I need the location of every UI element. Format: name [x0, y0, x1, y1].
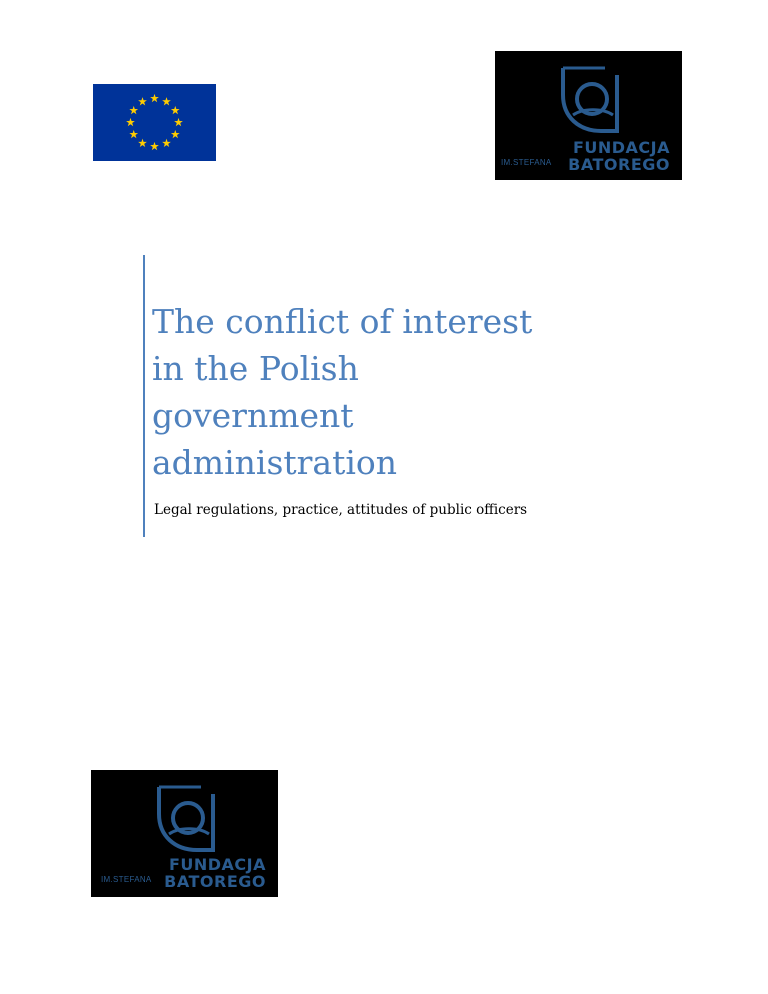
logo-name-line1: FUNDACJA — [168, 855, 266, 874]
title-line: The conflict of interest — [152, 302, 533, 341]
title-line: administration — [152, 443, 398, 482]
eu-star-icon — [174, 118, 183, 126]
fundacja-batorego-logo-bottom — [91, 770, 278, 897]
eu-star-icon — [138, 139, 147, 147]
eu-star-icon — [171, 130, 180, 138]
foundation-emblem-icon — [153, 784, 219, 854]
title-line: government — [152, 396, 354, 435]
title-accent-rule — [143, 255, 145, 537]
eu-star-icon — [129, 106, 138, 114]
document-subtitle: Legal regulations, practice, attitudes of public officers — [154, 502, 528, 518]
logo-name-line2: BATOREGO — [568, 155, 670, 174]
fundacja-batorego-logo-top — [495, 51, 682, 180]
eu-star-icon — [126, 118, 135, 126]
eu-stars-icon — [93, 84, 216, 161]
logo-name-text — [164, 856, 266, 890]
logo-prefix-text: IM.STEFANA — [101, 875, 152, 884]
eu-star-icon — [162, 97, 171, 105]
eu-star-icon — [138, 97, 147, 105]
logo-name-text — [568, 139, 670, 173]
eu-flag-logo — [93, 84, 216, 161]
logo-name-line1: FUNDACJA — [572, 138, 670, 157]
eu-star-icon — [171, 106, 180, 114]
eu-star-icon — [129, 130, 138, 138]
eu-star-icon — [150, 94, 159, 102]
eu-star-icon — [150, 142, 159, 150]
title-line: in the Polish — [152, 349, 359, 388]
eu-star-icon — [162, 139, 171, 147]
logo-prefix-text: IM.STEFANA — [501, 158, 552, 167]
foundation-emblem-icon — [557, 65, 623, 135]
document-title — [152, 298, 672, 486]
logo-name-line2: BATOREGO — [164, 872, 266, 891]
